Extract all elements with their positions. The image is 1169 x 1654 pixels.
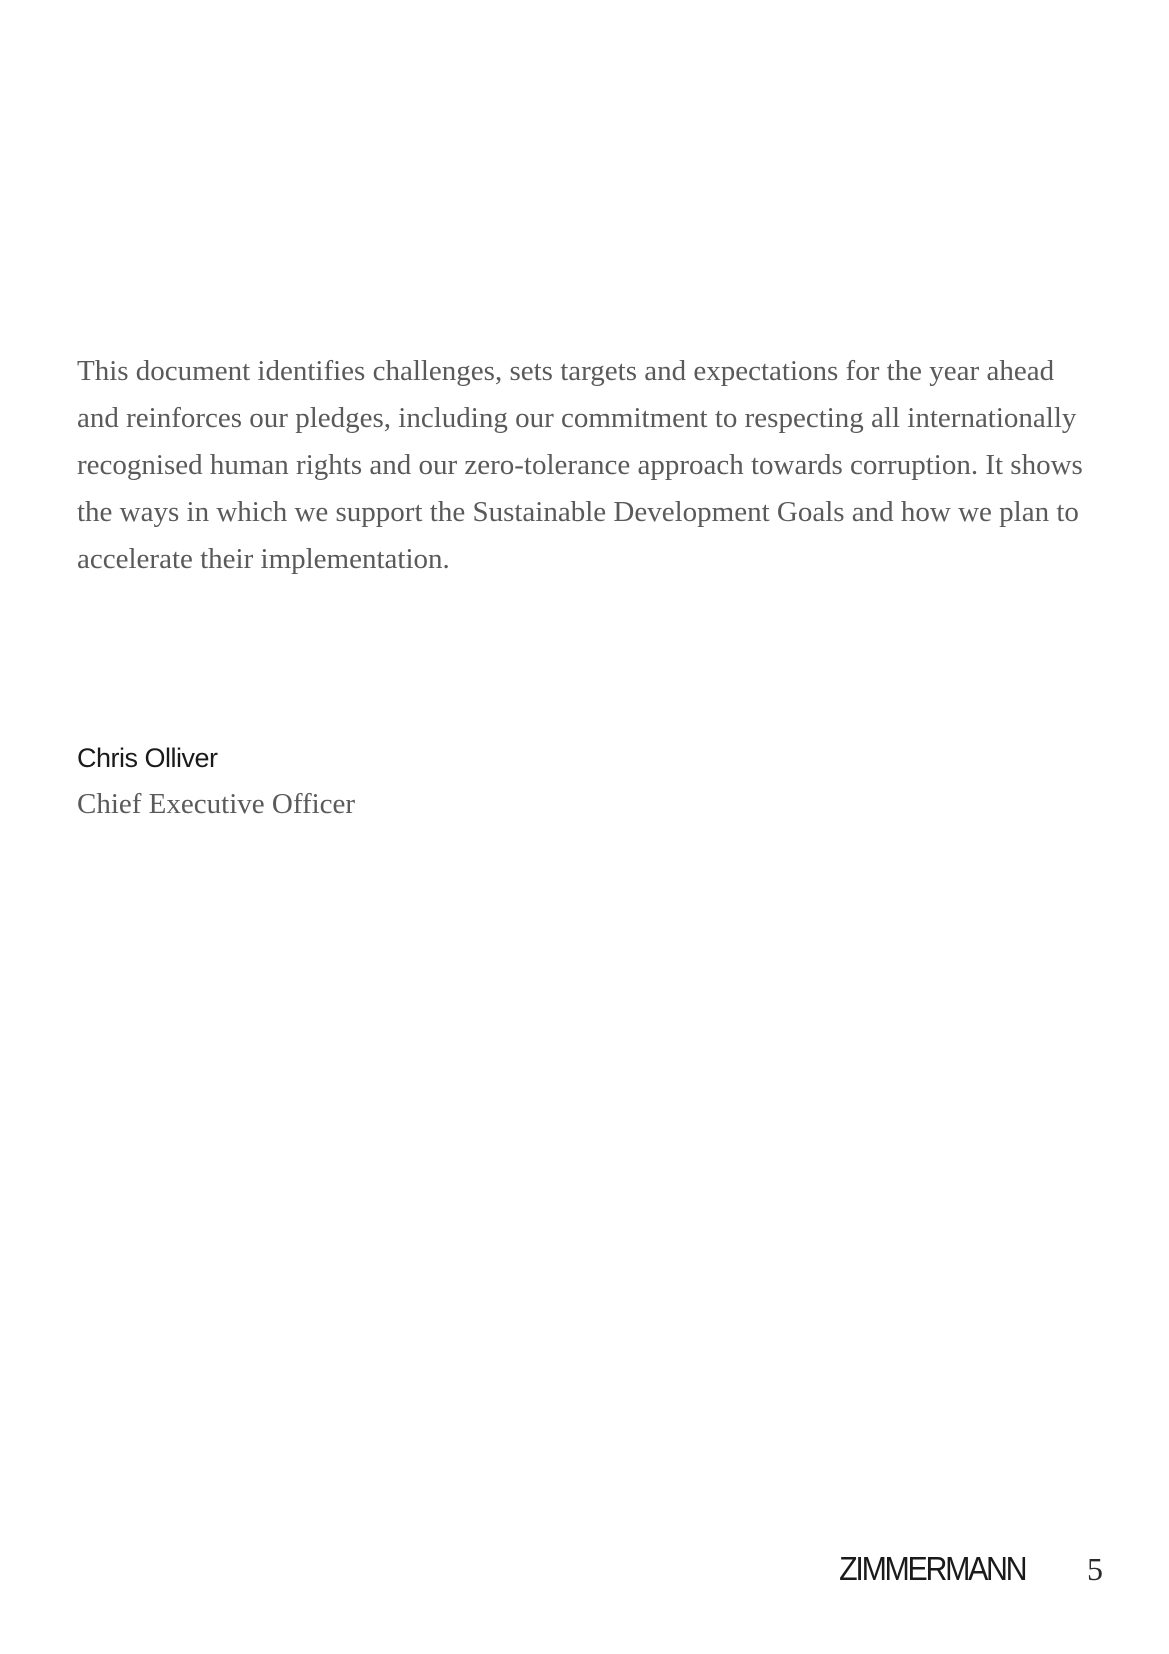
signatory-name: Chris Olliver xyxy=(77,743,218,773)
signatory-title: Chief Executive Officer xyxy=(77,788,356,820)
body-paragraph: This document identifies challenges, sets targets and expectations for the year ahead and reinforces our pledges, including our commitment to respecting all internationally recognised human rights and our zero-tolerance approach towards corruption. It shows the ways in which we support the Sustainable Development Goals and how we plan to accelerate their implementation. xyxy=(77,355,1083,575)
page-number: 5 xyxy=(1087,1551,1103,1587)
brand-logo: ZIMMERMANN xyxy=(838,1550,1025,1587)
page-footer xyxy=(823,1550,1103,1588)
signature-block xyxy=(77,738,355,824)
